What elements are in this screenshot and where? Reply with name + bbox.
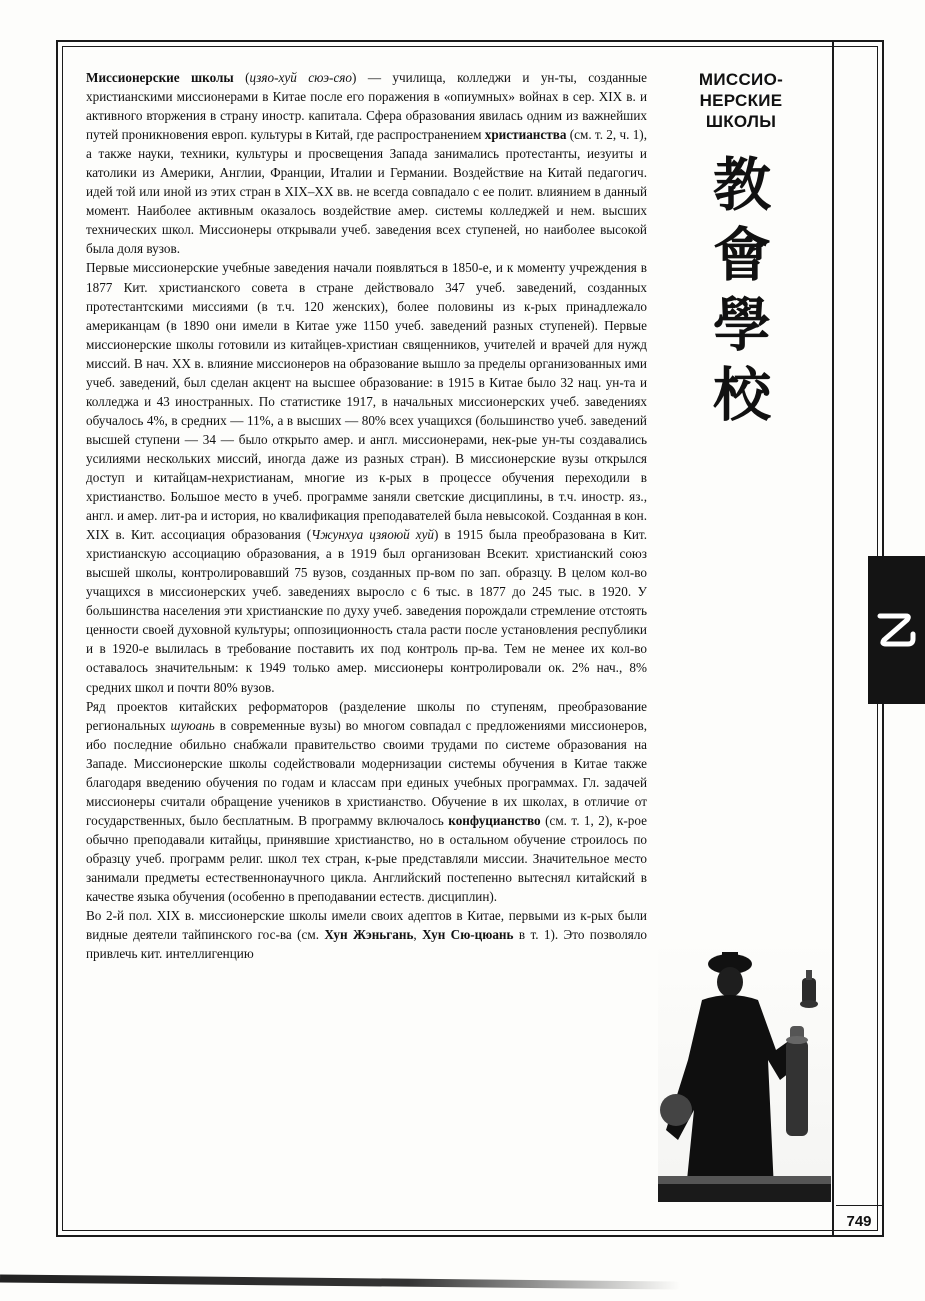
paragraph	[86, 697, 647, 907]
bold-term: конфуцианство	[448, 812, 541, 828]
text-run: (см. т. 2, ч. 1), а также науки, техники, культуры и просвещения Запада занимались протестанты, иезуиты и католики из Америки, Англии, Франции, Италии и Германии. Воздействие на Китай педагогич. идей той или иной из этих стран в XIX–XX вв. не всегда совпадало с ее полит. влиянием в данный момент. Наиболее активным оказалось воздействие амер. системы колледжей и нем. высших технических школ. Миссионеры открывали учеб. заведения всех ступеней, но наиболее высокой была доля вузов.	[86, 127, 647, 257]
italic-term: шуюань	[170, 717, 215, 733]
bold-term: христианства	[484, 127, 567, 143]
paragraph	[86, 258, 647, 696]
text-run: ) — училища, колледжи и ун-ты, созданные христианскими миссионерами в Китае после его поражения в «опиумных» войнах в сер. XIX в. и активного вторжения в страну иностр. капитала. Сфера образования явилась одним из важнейших путей проникновения европ. культуры в Китай, где распространением	[86, 70, 648, 143]
bold-term: Хун Сю-цюань	[422, 927, 514, 943]
chinese-character: 學	[712, 291, 771, 359]
text-run: Ряд проектов китайских реформаторов (разделение школы по ступеням, преобразование региональных	[86, 698, 647, 733]
text-run: Первые миссионерские учебные заведения начали появляться в 1850-е, и к моменту учреждения в 1877 Кит. христианского совета в стране действовало 347 учеб. заведений, созданных протестантскими миссиями (в т.ч. 120 женских), более половины из к-рых принадлежало американцам (в 1890 они имели в Китае уже 1150 учеб. заведений разных ступеней). Первые миссионерские школы готовили из китайцев-христиан священников, учителей и врачей для нужд миссий. В нач. XX в. влияние миссионеров на образование вышло за пределы организованных ими учеб. заведений, был сделан акцент на высшее образование: в 1915 в Китае было 32 нац. ун-та и колледжа и 43 иностранных. По статистике 1917, в начальных миссионерских учеб. заведениях обучалось 4%, в средних — 11%, а в высших — 80% всех учащихся (большинство учеб. заведений высшей ступени — 34 — было открыто амер. и англ. миссионерами, нек-рые ун-ты создавались усилиями нескольких миссий, иногда даже из разных стран). В миссионерские вузы открылся доступ и китайцам-нехристианам, многие из к-рых в процессе обучения переходили в христианство. Большое место в учеб. программе заняли светские дисциплины, в т.ч. иностр. яз., англ. и амер. лит-ра и история, но квалификация преподавателей была невысокой. Созданная в кон. XIX в. Кит. ассоциация образования (	[86, 260, 647, 543]
italic-term: Чжунхуа цзяоюй хуй	[311, 527, 435, 543]
text-run: в современные вузы) во многом совпадал с предложениями миссионеров, ибо последние обильно снабжали правительство своими трудами по системе образования на Западе. Миссионерские школы содействовали модернизации системы обучения в Китае также благодаря введению обучения по годам и классам при единых учебных программах. Гл. задачей миссионеры считали обращение учеников в христианство. Обучение в их школах, в отличие от государственных, было бесплатным. В программу включалось	[86, 717, 647, 828]
text-run: (см. т. 1, 2), к-рое обычно преподавали китайцы, принявшие христианство, но в остальном обучение строилось по образцу учеб. программ религ. школ тех стран, к-рые представляли миссии. Значительное место занимали предметы естественнонаучного цикла. Английский постепенно вытеснял китайский в качестве языка обучения (особенно в преподавании естеств. дисциплин).	[86, 812, 647, 905]
chinese-title	[696, 150, 788, 430]
text-run: ,	[413, 927, 423, 943]
missionary-photo	[658, 940, 831, 1202]
section-title-line: МИССИО-	[698, 70, 784, 89]
text-run: (	[233, 70, 250, 85]
column-divider	[832, 40, 834, 1237]
text-run: ) в 1915 была преобразована в Кит. христианскую ассоциацию образования, а в 1919 был организован Всекит. христианский союз высшей школы, контролировавший 75 вузов, созданных пр-вом по зап. образцу. В целом кол-во учащихся в миссионерских учеб. заведениях выросло с 6 тыс. в 1877 до 245 тыс. в 1920. У большинства населения эти христианские по духу учеб. заведения порождали стремление отстоять ценности своей духовной культуры; оппозиционность стала расти после установления республики и в 1920-е вылилась в требование поставить их под контроль пр-ва. Тем не менее их кол-во оставалось значительным: к 1949 только амер. миссионеры контролировали ок. 2% нач., 8% средних школ и почти 80% вузов.	[86, 527, 647, 695]
yi-icon	[874, 608, 918, 652]
page-number: 749	[836, 1205, 882, 1236]
text-run: Во 2-й пол. XIX в. миссионерские школы имели своих адептов в Китае, первыми из к-рых были видные деятели тайпинского гос-ва (см.	[86, 908, 647, 943]
chinese-character: 會	[712, 221, 771, 289]
bold-term: Хун Жэньгань	[324, 927, 414, 943]
text-run: в т. 1). Это позволяло привлечь кит. интеллигенцию	[86, 927, 648, 962]
paragraph	[86, 68, 647, 258]
chinese-character: 教	[712, 151, 771, 219]
paragraph	[86, 906, 647, 963]
italic-term: цзяо-хуй сюэ-сяо	[249, 70, 353, 85]
section-title	[668, 69, 814, 132]
article-body	[86, 68, 647, 963]
scan-edge-shadow	[0, 1274, 680, 1289]
section-title-line: НЕРСКИЕ	[699, 91, 783, 110]
section-title-line: ШКОЛЫ	[705, 112, 777, 131]
chinese-character: 校	[712, 361, 771, 429]
bold-term: Миссионерские школы	[86, 70, 234, 85]
